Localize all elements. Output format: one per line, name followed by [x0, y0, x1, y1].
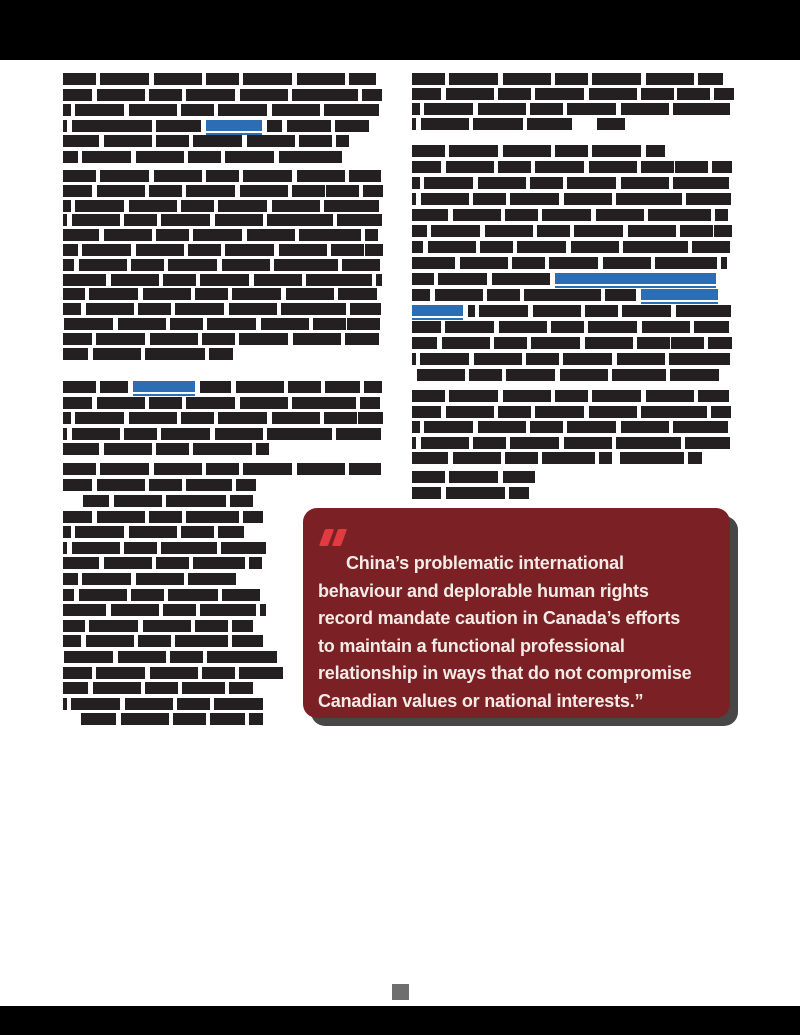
- inline-link[interactable]: [206, 120, 262, 135]
- text-line: [81, 713, 263, 725]
- text-line: [63, 526, 244, 538]
- text-line: [63, 214, 382, 226]
- text-line: [412, 257, 727, 269]
- text-line: [63, 589, 260, 601]
- bottom-black-bar: [0, 1006, 800, 1035]
- text-line: [412, 88, 734, 100]
- text-line: [63, 381, 128, 393]
- text-line: [63, 318, 383, 330]
- text-line: [83, 495, 253, 507]
- text-line: [63, 604, 266, 616]
- text-line: [63, 635, 263, 647]
- text-line: [63, 620, 253, 632]
- text-line: [63, 104, 379, 116]
- text-line: [620, 452, 702, 464]
- quote-line: China’s problematic international: [346, 553, 624, 573]
- quote-line: to maintain a functional professional: [318, 635, 625, 656]
- text-line: [412, 273, 550, 285]
- pull-quote-box: [303, 508, 730, 718]
- text-line: [412, 353, 730, 365]
- text-line: [63, 397, 380, 409]
- text-line: [412, 177, 729, 189]
- text-line: [412, 421, 728, 433]
- text-line: [63, 348, 233, 360]
- text-line: [412, 406, 731, 418]
- inline-link[interactable]: [133, 381, 195, 396]
- quote-mark-icon: [322, 529, 344, 546]
- text-line: [63, 244, 383, 256]
- text-line: [63, 651, 280, 663]
- text-line: [63, 229, 378, 241]
- text-line: [267, 120, 369, 132]
- text-line: [412, 369, 719, 381]
- quote-line: Canadian values or national interests.”: [318, 690, 644, 711]
- quote-line: behaviour and deplorable human rights: [318, 580, 649, 601]
- text-line: [597, 118, 625, 130]
- text-line: [63, 303, 381, 315]
- text-line: [412, 103, 730, 115]
- text-line: [412, 452, 612, 464]
- text-line: [63, 542, 266, 554]
- text-line: [63, 259, 380, 271]
- text-line: [412, 118, 572, 130]
- text-line: [412, 145, 665, 157]
- inline-link[interactable]: [641, 289, 718, 304]
- text-line: [412, 289, 636, 301]
- text-line: [63, 479, 256, 491]
- text-line: [63, 333, 379, 345]
- text-line: [63, 557, 262, 569]
- text-line: [412, 337, 732, 349]
- text-line: [412, 209, 728, 221]
- text-line: [63, 274, 382, 286]
- text-line: [468, 305, 731, 317]
- text-line: [63, 170, 381, 182]
- text-line: [63, 412, 383, 424]
- page-number-box: [392, 984, 409, 1000]
- text-line: [63, 667, 283, 679]
- text-line: [63, 698, 263, 710]
- text-line: [412, 471, 535, 483]
- text-line: [63, 428, 381, 440]
- text-line: [412, 161, 732, 173]
- text-line: [63, 511, 263, 523]
- text-line: [63, 135, 349, 147]
- text-line: [63, 682, 253, 694]
- inline-link[interactable]: [555, 273, 716, 288]
- text-line: [412, 390, 729, 402]
- text-line: [412, 225, 732, 237]
- text-line: [412, 241, 730, 253]
- text-line: [412, 73, 723, 85]
- text-line: [63, 463, 381, 475]
- quote-line: record mandate caution in Canada’s efforts: [318, 608, 681, 628]
- text-line: [63, 151, 342, 163]
- text-line: [63, 89, 382, 101]
- text-line: [63, 443, 269, 455]
- text-line: [63, 185, 383, 197]
- text-line: [63, 288, 377, 300]
- text-line: [412, 193, 731, 205]
- text-line: [412, 321, 729, 333]
- text-line: [412, 487, 529, 499]
- text-line: [412, 437, 730, 449]
- text-line: [63, 120, 201, 132]
- quote-line: relationship in ways that do not compromise: [318, 663, 692, 683]
- text-line: [63, 573, 236, 585]
- text-line: [63, 73, 376, 85]
- pull-quote-text: [318, 550, 720, 715]
- text-line: [63, 200, 379, 212]
- text-line: [200, 381, 382, 393]
- inline-link[interactable]: [412, 305, 463, 320]
